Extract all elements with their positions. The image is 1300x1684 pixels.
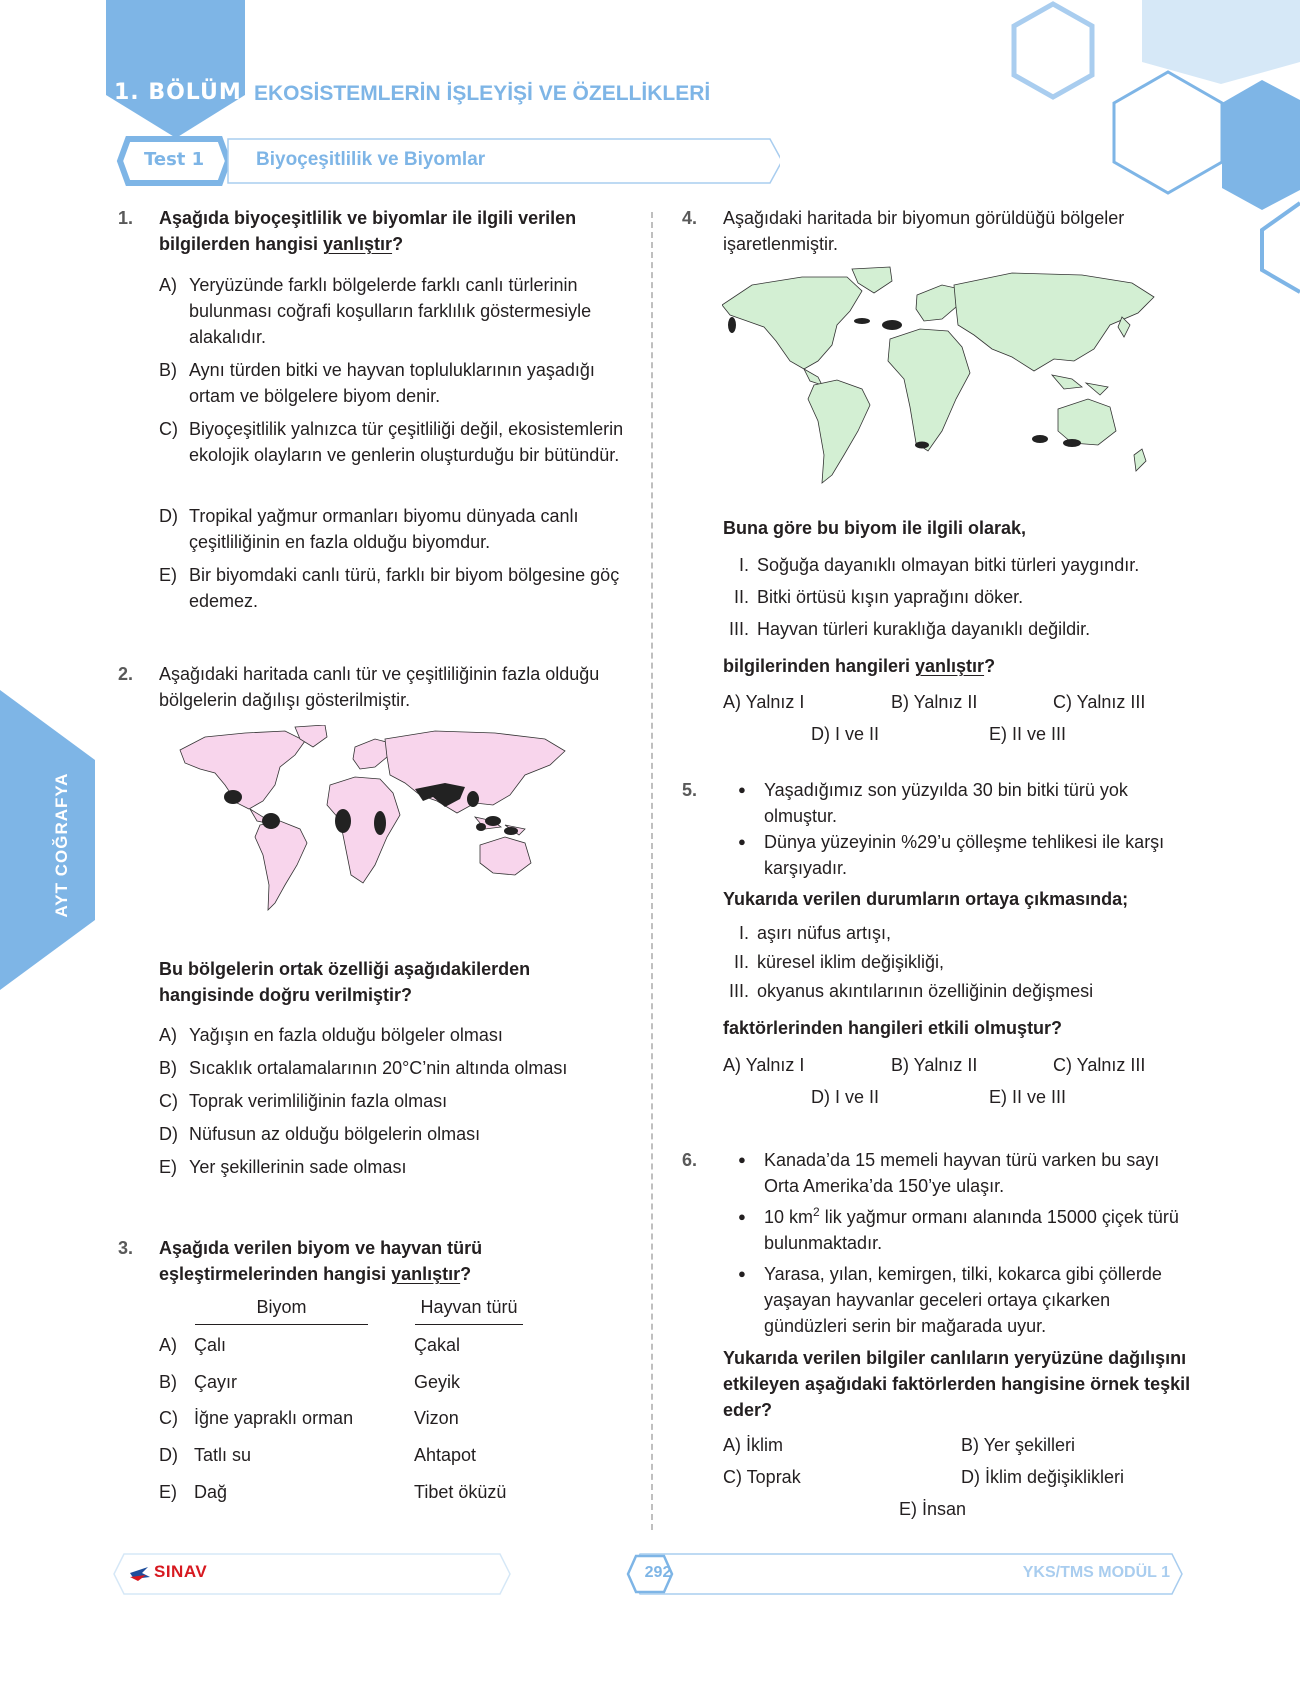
brand-logo-icon [128,1563,154,1583]
q6-option-b[interactable]: B) Yer şekilleri [961,1435,1076,1455]
side-tab-label: AYT COĞRAFYA [52,772,71,918]
q4-item-3: III. Hayvan türleri kuraklığa dayanıklı değildir. [728,619,1091,639]
q2-world-map [175,725,575,930]
q4-world-map [722,265,1162,495]
q4-lead: Buna göre bu biyom ile ilgili olarak, [723,518,1027,538]
q2-stem: Aşağıdaki haritada canlı tür ve çeşitliliğinin fazla olduğu bölgelerin dağılışı gösterilmiştir. [159,664,600,710]
side-tab [0,690,100,990]
q6-options [723,1435,1183,1525]
q2-option-c[interactable]: C) Toprak verimliliğinin fazla olması [159,1091,448,1111]
brand-name: SINAV [154,1562,208,1581]
q5-option-c[interactable]: C) Yalnız III [1053,1055,1146,1075]
q3-option-a[interactable]: A) Çalı Çakal [159,1335,461,1355]
test-title: Biyoçeşitlilik ve Biyomlar [256,149,486,170]
q1-option-a[interactable]: A) Yeryüzünde farklı bölgelerde farklı canlı türlerinin bulunması coğrafi koşulların farklılık göstermesiyle alakalıdır. [159,275,592,347]
q4-stem: Aşağıdaki haritada bir biyomun görüldüğü bölgeler işaretlenmiştir. [723,208,1125,254]
q2-question: Bu bölgelerin ortak özelliği aşağıdakilerden hangisinde doğru verilmiştir? [159,959,531,1005]
q6-question: Yukarıda verilen bilgiler canlıların yeryüzüne dağılışını etkileyen aşağıdaki faktörlerden hangisine örnek teşkil eder? [723,1348,1191,1420]
q1-option-b[interactable]: B) Aynı türden bitki ve hayvan topluluklarının yaşadığı ortam ve bölgelere biyom denir. [159,360,595,406]
column-divider [651,212,653,1530]
q6-bullet-1: ● Kanada’da 15 memeli hayvan türü varken bu sayı Orta Amerika’da 150’ye ulaşır. [738,1147,1194,1199]
q4-number: 4. [682,208,698,228]
q5-option-b[interactable]: B) Yalnız II [891,1055,978,1075]
q6-option-e[interactable]: E) İnsan [899,1499,967,1519]
q5-question: faktörlerinden hangileri etkili olmuştur? [723,1018,1063,1038]
q6-bullet-2: ● 10 $km^2$ lik yağmur ormanı alanında 15000 çiçek türü bulunmaktadır. [738,1204,1194,1256]
q2-number: 2. [118,664,134,684]
test-label: Test 1 [144,149,205,170]
q6-option-d[interactable]: D) İklim değişiklikleri [961,1467,1125,1487]
q5-number: 5. [682,780,698,800]
q5-options [723,1055,1183,1115]
q4-item-1: I. Soğuğa dayanıklı olmayan bitki türleri yaygındır. [738,555,1140,575]
q6-bullet-3: ● Yarasa, yılan, kemirgen, tilki, kokarca gibi çöllerde yaşayan hayvanlar geceleri ortaya çıkarken gündüzleri serin bir mağarada uyur. [738,1261,1194,1339]
q5-item-3: III. okyanus akıntılarının özelliğinin değişmesi [728,981,1094,1001]
q3-col-animal-header: Hayvan türü [415,1297,523,1325]
q2-option-e[interactable]: E) Yer şekillerinin sade olması [159,1157,407,1177]
q4-options [723,692,1183,752]
q3-option-b[interactable]: B) Çayır Geyik [159,1372,461,1392]
q3-stem: Aşağıda verilen biyom ve hayvan türü eşleştirmelerinden hangisi yanlıştır? [159,1238,483,1284]
q5-lead: Yukarıda verilen durumların ortaya çıkmasında; [723,889,1129,909]
module-label: YKS/TMS MODÜL 1 [1022,1564,1170,1581]
q6-number: 6. [682,1150,698,1170]
q4-option-b[interactable]: B) Yalnız II [891,692,978,712]
q2-option-a[interactable]: A) Yağışın en fazla olduğu bölgeler olması [159,1025,503,1045]
q4-option-d[interactable]: D) I ve II [811,724,880,744]
q4-question: bilgilerinden hangileri yanlıştır? [723,656,996,676]
q5-option-e[interactable]: E) II ve III [989,1087,1067,1107]
q1-number: 1. [118,208,134,228]
q4-option-a[interactable]: A) Yalnız I [723,692,805,712]
q3-col-biome-header: Biyom [195,1297,368,1325]
q4-option-c[interactable]: C) Yalnız III [1053,692,1146,712]
q6-option-c[interactable]: C) Toprak [723,1467,801,1487]
q5-bullet-2: ● Dünya yüzeyinin %29’u çölleşme tehlikesi ile karşı karşıyadır. [738,829,1194,881]
q5-bullet-1: ● Yaşadığımız son yüzyılda 30 bin bitki türü yok olmuştur. [738,777,1194,829]
q3-option-d[interactable]: D) Tatlı su Ahtapot [159,1445,477,1465]
q1-option-e[interactable]: E) Bir biyomdaki canlı türü, farklı bir biyom bölgesine göç edemez. [159,565,620,611]
q3-number: 3. [118,1238,134,1258]
q2-option-b[interactable]: B) Sıcaklık ortalamalarının 20°C’nin altında olması [159,1058,568,1078]
q3-option-e[interactable]: E) Dağ Tibet öküzü [159,1482,507,1502]
q3-option-c[interactable]: C) İğne yapraklı orman Vizon [159,1408,459,1428]
q6-option-a[interactable]: A) İklim [723,1435,783,1455]
q2-option-d[interactable]: D) Nüfusun az olduğu bölgelerin olması [159,1124,481,1144]
q4-item-2: II. Bitki örtüsü kışın yaprağını döker. [733,587,1024,607]
q5-option-a[interactable]: A) Yalnız I [723,1055,805,1075]
q5-item-2: II. küresel iklim değişikliği, [733,952,945,972]
section-label: 1. BÖLÜM [114,80,242,105]
q1-option-d[interactable]: D) Tropikal yağmur ormanları biyomu dünyada canlı çeşitliliğinin en fazla olduğu biyomdur. [159,506,579,552]
q5-option-d[interactable]: D) I ve II [811,1087,880,1107]
section-title: EKOSİSTEMLERİN İŞLEYİŞİ VE ÖZELLİKLERİ [254,82,711,105]
page-number: 292 [644,1564,672,1581]
q1-option-c[interactable]: C) Biyoçeşitlilik yalnızca tür çeşitliliği değil, ekosistemlerin ekolojik olayların ve genlerin oluşturduğu bir bütündür. [159,419,624,465]
q1-stem: Aşağıda biyoçeşitlilik ve biyomlar ile ilgili verilen bilgilerden hangisi yanlıştır? [159,208,577,254]
q5-item-1: I. aşırı nüfus artışı, [738,923,892,943]
q4-option-e[interactable]: E) II ve III [989,724,1067,744]
